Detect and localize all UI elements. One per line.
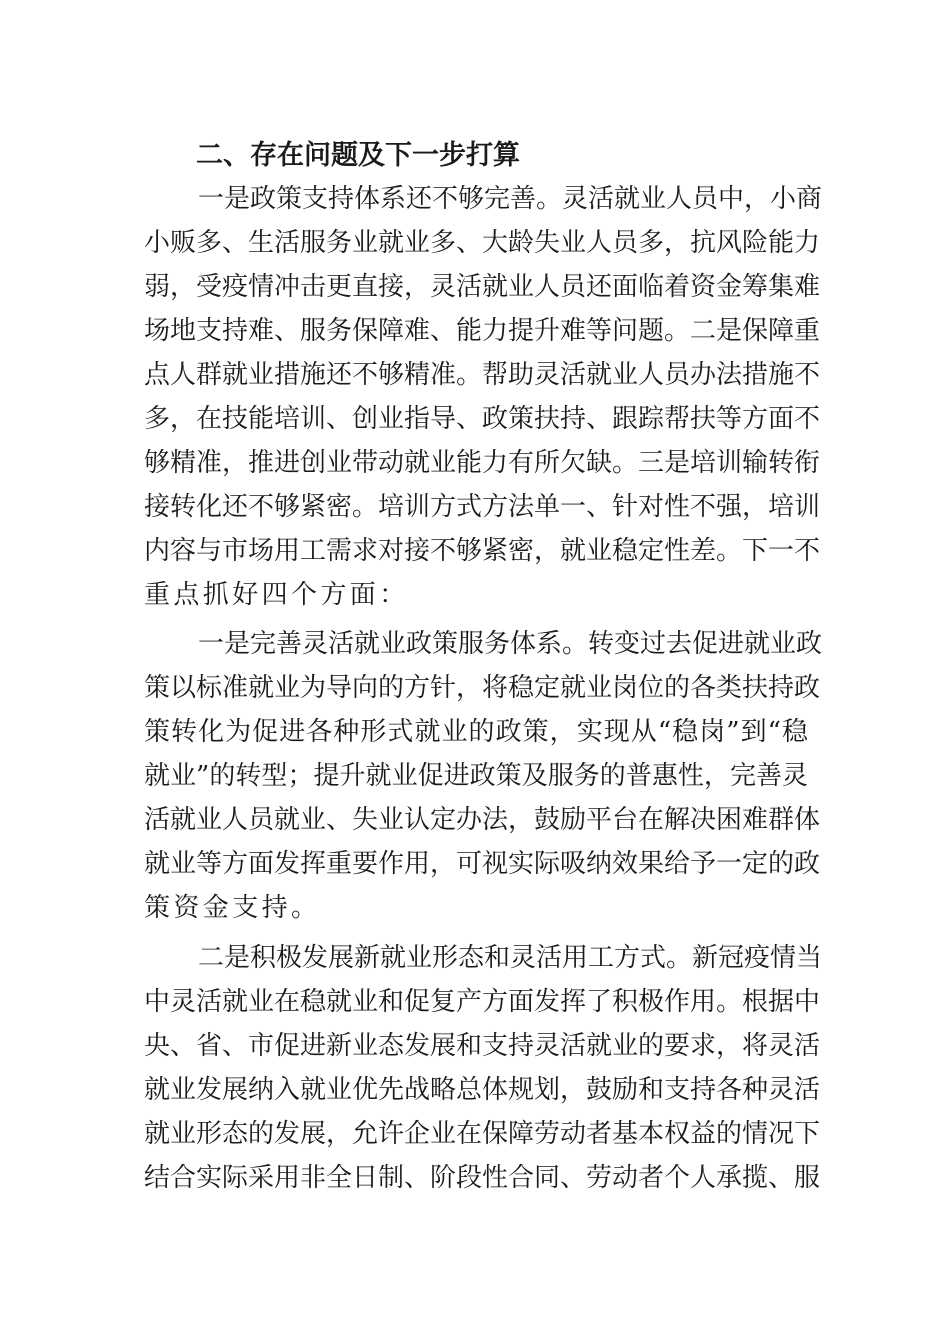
body-line: 场地支持难、服务保障难、能力提升难等问题。二是保障重 — [144, 316, 821, 346]
body-line: 一是政策支持体系还不够完善。灵活就业人员中，小商 — [198, 184, 823, 214]
body-line: 一是完善灵活就业政策服务体系。转变过去促进就业政 — [198, 629, 823, 659]
body-line: 够精准，推进创业带动就业能力有所欠缺。三是培训输转衔 — [144, 448, 821, 478]
body-line: 内容与市场用工需求对接不够紧密，就业稳定性差。下一不 — [144, 536, 821, 566]
body-line: 二是积极发展新就业形态和灵活用工方式。新冠疫情当 — [198, 943, 823, 973]
body-line: 小贩多、生活服务业就业多、大龄失业人员多，抗风险能力 — [144, 228, 821, 258]
body-line: 策以标准就业为导向的方针，将稳定就业岗位的各类扶持政 — [144, 673, 821, 703]
body-line: 就业等方面发挥重要作用，可视实际吸纳效果给予一定的政 — [144, 849, 821, 879]
body-line: 弱，受疫情冲击更直接，灵活就业人员还面临着资金筹集难 — [144, 272, 821, 302]
body-line: 央、省、市促进新业态发展和支持灵活就业的要求，将灵活 — [144, 1031, 821, 1061]
body-line: 就业发展纳入就业优先战略总体规划，鼓励和支持各种灵活 — [144, 1075, 821, 1105]
body-line: 重点抓好四个方面： — [144, 580, 409, 610]
body-line: 策资金支持。 — [144, 893, 321, 923]
body-line: 就业形态的发展，允许企业在保障劳动者基本权益的情况下 — [144, 1119, 821, 1149]
body-line: 多，在技能培训、创业指导、政策扶持、跟踪帮扶等方面不 — [144, 404, 821, 434]
body-line: 结合实际采用非全日制、阶段性合同、劳动者个人承揽、服 — [144, 1163, 821, 1193]
body-line: 活就业人员就业、失业认定办法，鼓励平台在解决困难群体 — [144, 805, 821, 835]
body-line: 就业”的转型；提升就业促进政策及服务的普惠性，完善灵 — [144, 761, 808, 791]
body-line: 策转化为促进各种形式就业的政策，实现从“稳岗”到“稳 — [144, 717, 808, 747]
body-line: 中灵活就业在稳就业和促复产方面发挥了积极作用。根据中 — [144, 987, 821, 1017]
section-heading: 二、存在问题及下一步打算 — [196, 140, 520, 171]
body-line: 接转化还不够紧密。培训方式方法单一、针对性不强，培训 — [144, 492, 821, 522]
body-line: 点人群就业措施还不够精准。帮助灵活就业人员办法措施不 — [144, 360, 821, 390]
